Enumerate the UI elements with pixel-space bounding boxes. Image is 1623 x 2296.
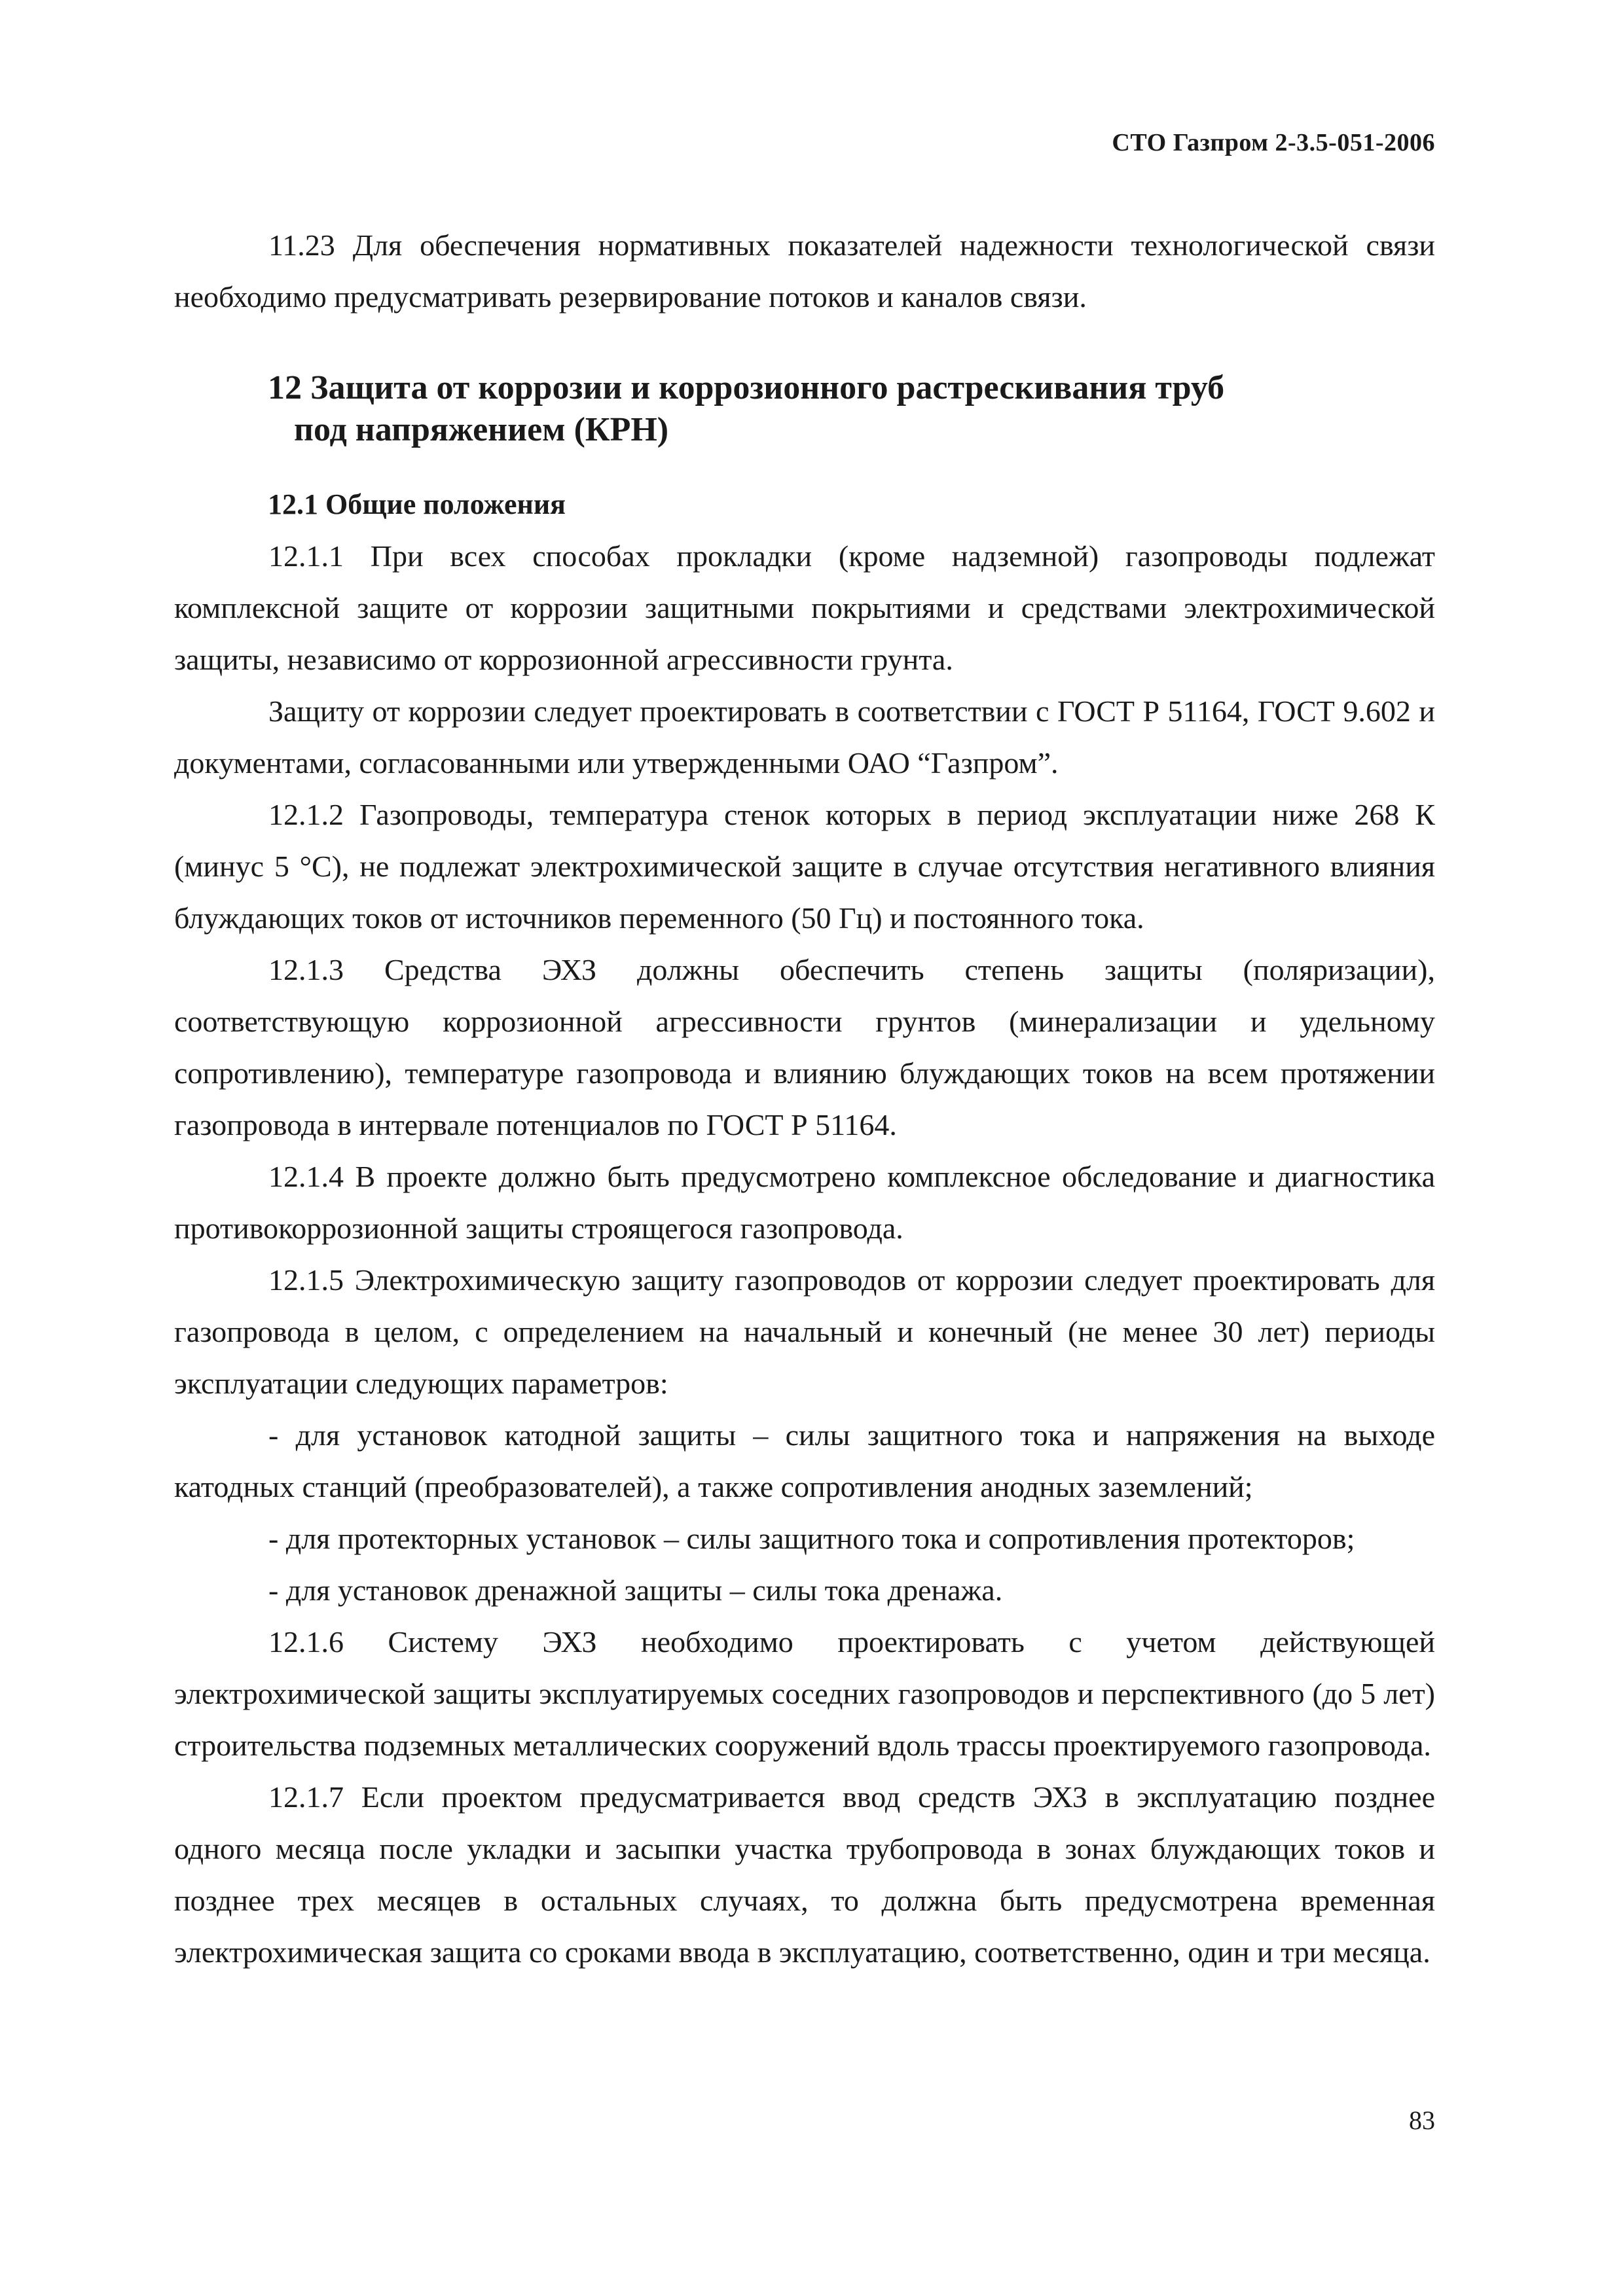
paragraph-12-1-4: 12.1.4 В проекте должно быть предусмотрено комплексное обследование и диагностика противокоррозионной защиты строящегося газопровода. — [174, 1160, 1435, 1245]
paragraph-11-23: 11.23 Для обеспечения нормативных показателей надежности технологической связи необходимо предусматривать резервирование потоков и каналов связи. — [174, 228, 1435, 314]
list-item-protector: - для протекторных установок – силы защитного тока и сопротивления протекторов; — [268, 1522, 1355, 1555]
paragraph-12-1-5: 12.1.5 Электрохимическую защиту газопроводов от коррозии следует проектировать для газопровода в целом, с определением на начальный и конечный (не менее 30 лет) периоды эксплуатации следующих параметров: — [174, 1263, 1435, 1400]
paragraph-12-1-7: 12.1.7 Если проектом предусматривается ввод средств ЭХЗ в эксплуатацию позднее одного месяца после укладки и засыпки участка трубопровода в зонах блуждающих токов и позднее трех месяцев в остальных случаях, то должна быть предусмотрена временная электрохимическая защита со сроками ввода в эксплуатацию, соответственно, один и три месяца. — [174, 1780, 1435, 1969]
paragraph-12-1-2: 12.1.2 Газопроводы, температура стенок которых в период эксплуатации ниже 268 К (минус 5 °С), не подлежат электрохимической защите в случае отсутствия негативного влияния блуждающих токов от источников переменного (50 Гц) и постоянного тока. — [174, 798, 1435, 935]
list-item-cathodic: - для установок катодной защиты – силы защитного тока и напряжения на выходе катодных станций (преобразователей), а также сопротивления анодных заземлений; — [174, 1418, 1435, 1503]
paragraph-12-1-3: 12.1.3 Средства ЭХЗ должны обеспечить степень защиты (поляризации), соответствующую коррозионной агрессивности грунтов (минерализации и удельному сопротивлению), температуре газопровода и влиянию блуждающих токов на всем протяжении газопровода в интервале потенциалов по ГОСТ Р 51164. — [174, 953, 1435, 1141]
section-12-1-heading: 12.1 Общие положения — [268, 488, 566, 520]
page-number: 83 — [1409, 2106, 1435, 2135]
paragraph-12-1-6: 12.1.6 Систему ЭХЗ необходимо проектировать с учетом действующей электрохимической защиты эксплуатируемых соседних газопроводов и перспективного (до 5 лет) строительства подземных металлических сооружений вдоль трассы проектируемого газопровода. — [174, 1625, 1435, 1762]
document-header: СТО Газпром 2-3.5-051-2006 — [1112, 129, 1435, 156]
paragraph-12-1-1-continued: Защиту от коррозии следует проектировать в соответствии с ГОСТ Р 51164, ГОСТ 9.602 и документами, согласованными или утвержденными ОАО “Газпром”. — [174, 694, 1435, 780]
section-12-heading-line2: под напряжением (КРН) — [294, 411, 669, 448]
section-12-heading — [174, 367, 1435, 451]
section-12-heading-line1: 12 Защита от коррозии и коррозионного растрескивания труб — [268, 369, 1225, 406]
paragraph-12-1-1: 12.1.1 При всех способах прокладки (кроме надземной) газопроводы подлежат комплексной защите от коррозии защитными покрытиями и средствами электрохимической защиты, независимо от коррозионной агрессивности грунта. — [174, 539, 1435, 676]
list-item-drainage: - для установок дренажной защиты – силы тока дренажа. — [268, 1573, 1003, 1607]
document-body — [174, 219, 1435, 1978]
